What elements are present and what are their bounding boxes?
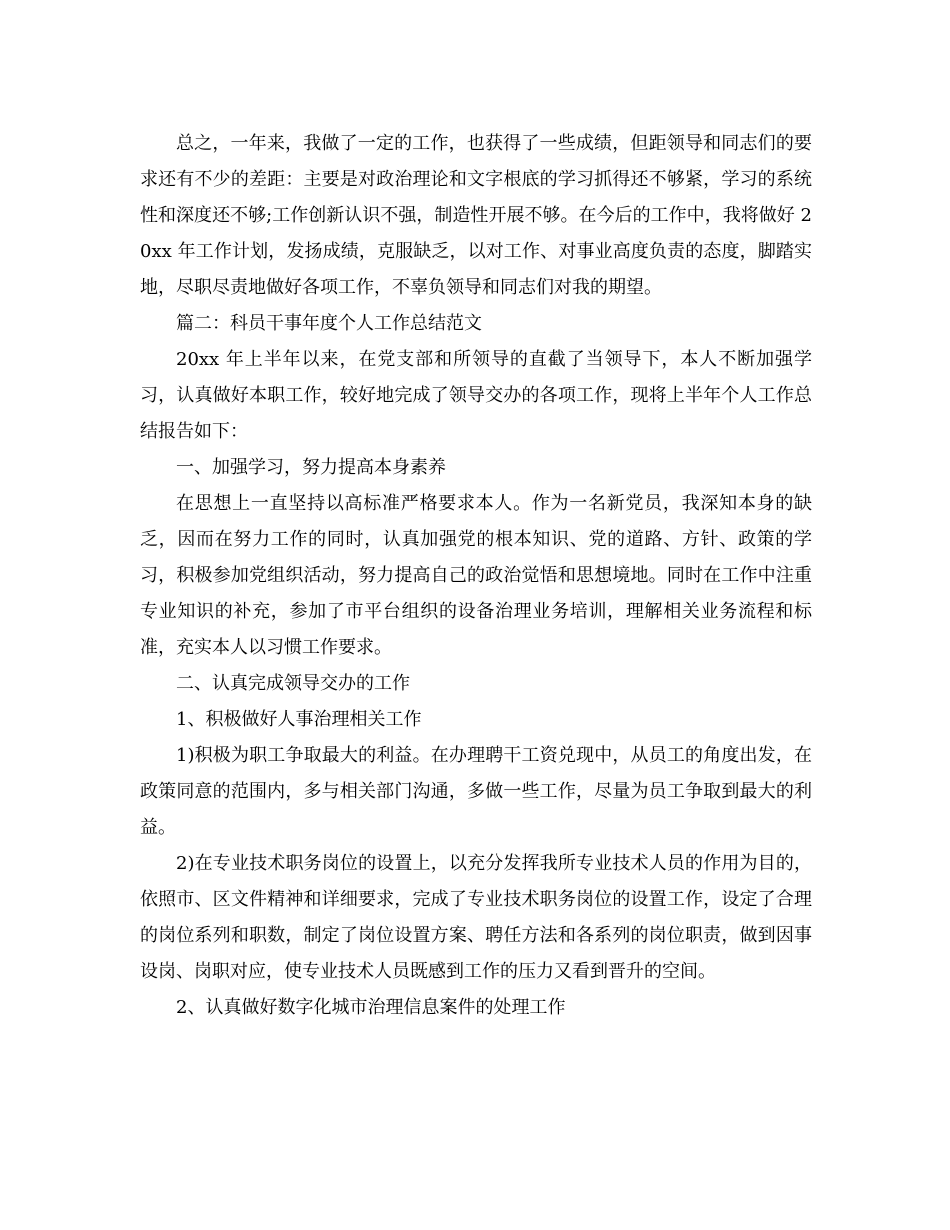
subheading-digital-city: 2、认真做好数字化城市治理信息案件的处理工作 xyxy=(176,997,566,1018)
section-heading-part-two: 篇二：科员干事年度个人工作总结范文 xyxy=(176,313,482,334)
heading-strengthen-study: 一、加强学习，努力提高本身素养 xyxy=(176,457,446,478)
paragraph-item-1: 1)积极为职工争取最大的利益。在办理聘干工资兑现中，从员工的角度出发，在政策同意的范围内，多与相关部门沟通，多做一些工作，尽量为员工争取到最大的利益。 xyxy=(140,745,812,838)
heading-complete-tasks: 二、认真完成领导交办的工作 xyxy=(176,673,410,694)
paragraph-study: 在思想上一直坚持以高标准严格要求本人。作为一名新党员，我深知本身的缺乏，因而在努力工作的同时，认真加强党的根本知识、党的道路、方针、政策的学习，积极参加党组织活动，努力提高自己的政治觉悟和思想境地。同时在工作中注重专业知识的补充，参加了市平台组织的设备治理业务培训，理解相关业务流程和标准，充实本人以习惯工作要求。 xyxy=(140,493,812,658)
subheading-personnel: 1、积极做好人事治理相关工作 xyxy=(176,709,422,730)
paragraph-intro: 20xx 年上半年以来，在党支部和所领导的直截了当领导下，本人不断加强学习，认真做好本职工作，较好地完成了领导交办的各项工作，现将上半年个人工作总结报告如下： xyxy=(140,349,812,442)
paragraph-item-2: 2)在专业技术职务岗位的设置上，以充分发挥我所专业技术人员的作用为目的，依照市、区文件精神和详细要求，完成了专业技术职务岗位的设置工作，设定了合理的岗位系列和职数，制定了岗位设置方案、聘任方法和各系列的岗位职责，做到因事设岗、岗职对应，使专业技术人员既感到工作的压力又看到晋升的空间。 xyxy=(140,853,812,982)
paragraph-summary: 总之，一年来，我做了一定的工作，也获得了一些成绩，但距领导和同志们的要求还有不少的差距：主要是对政治理论和文字根底的学习抓得还不够紧，学习的系统性和深度还不够;工作创新认识不强，制造性开展不够。在今后的工作中，我将做好 20xx 年工作计划，发扬成绩，克服缺乏，以对工作、对事业高度负责的态度，脚踏实地，尽职尽责地做好各项工作，不辜负领导和同志们对我的期望。 xyxy=(140,133,812,298)
document-body xyxy=(140,126,812,1026)
